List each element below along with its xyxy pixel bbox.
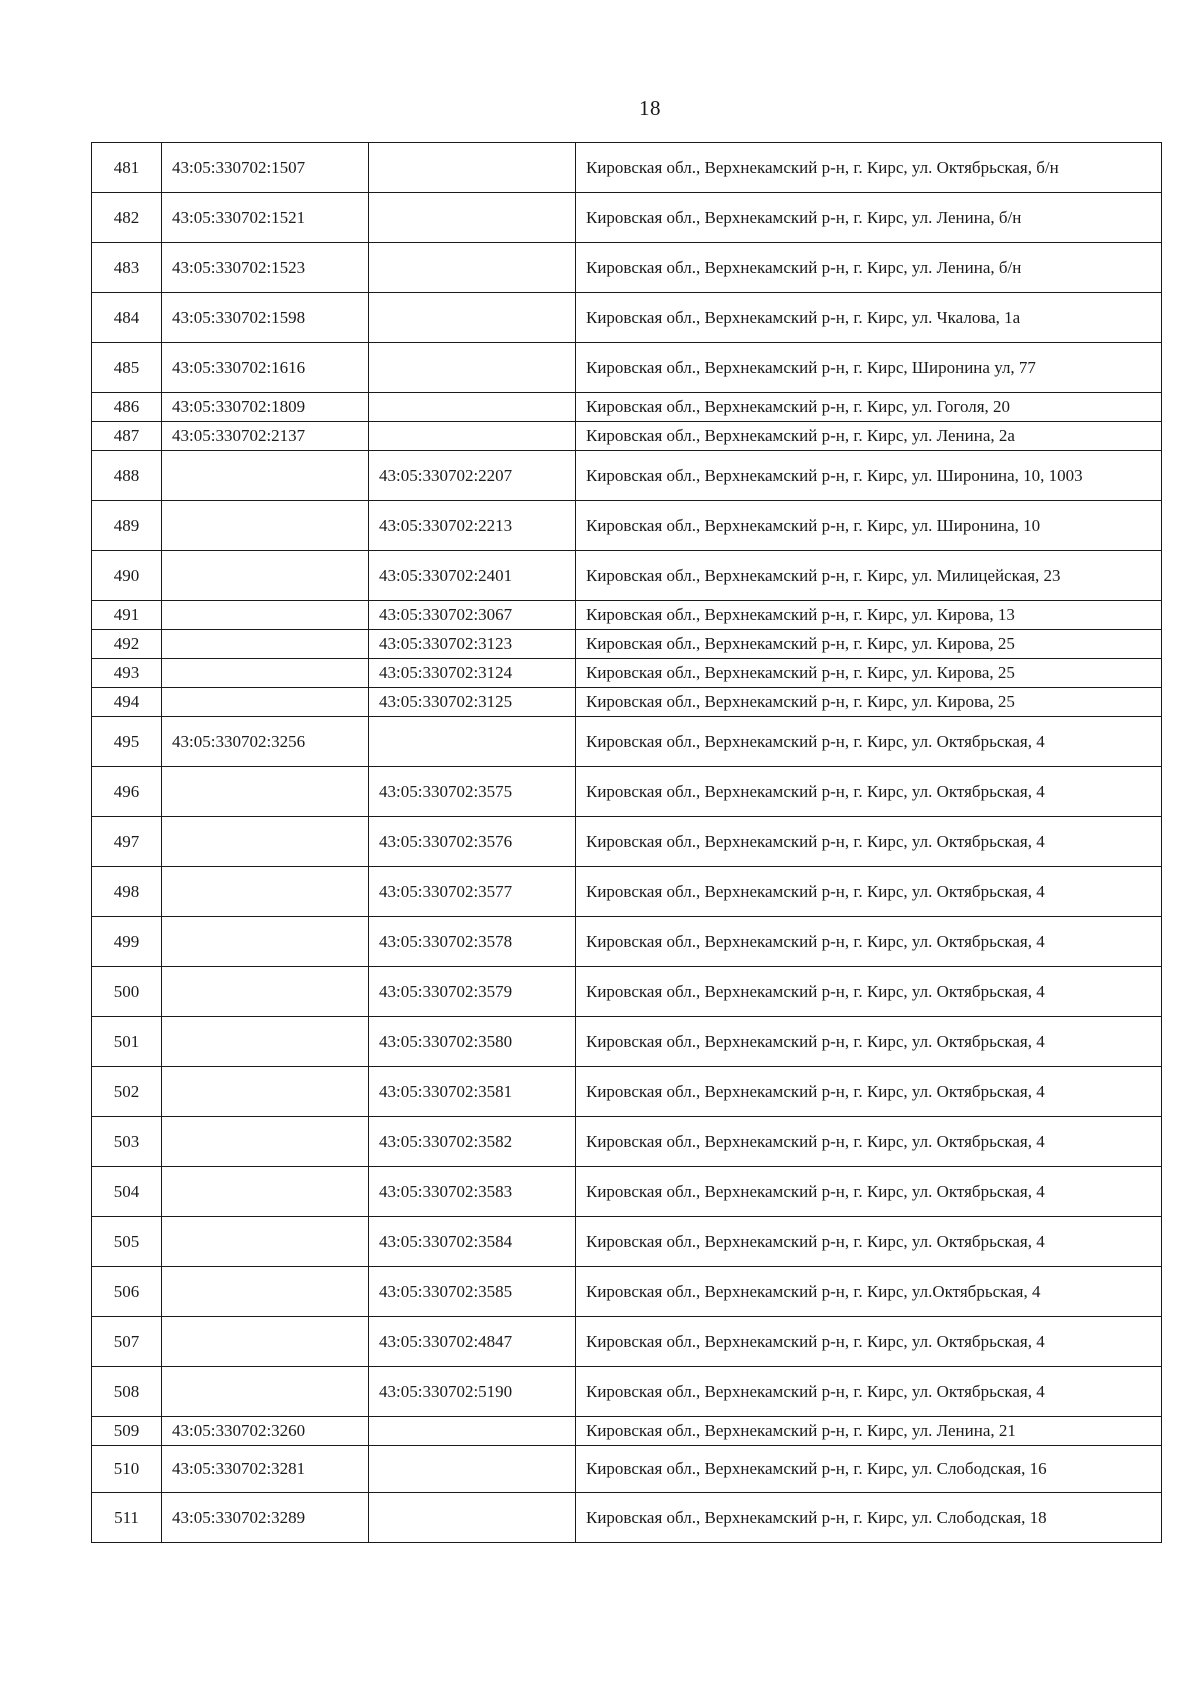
address-cell: Кировская обл., Верхнекамский р-н, г. Кирс, ул. Октябрьская, 4 <box>576 1167 1162 1217</box>
address-cell: Кировская обл., Верхнекамский р-н, г. Кирс, ул. Октябрьская, 4 <box>576 767 1162 817</box>
cadastral-number-cell <box>162 1017 369 1067</box>
object-cadastral-number-cell <box>369 343 576 393</box>
row-number-cell: 493 <box>92 659 162 688</box>
object-cadastral-number-cell <box>369 243 576 293</box>
row-number-cell: 488 <box>92 451 162 501</box>
object-cadastral-number-cell <box>369 422 576 451</box>
row-number-cell: 510 <box>92 1446 162 1493</box>
table-row <box>92 867 1162 917</box>
cadastral-number-cell <box>162 1167 369 1217</box>
cadastral-number-cell: 43:05:330702:1616 <box>162 343 369 393</box>
address-cell: Кировская обл., Верхнекамский р-н, г. Кирс, ул. Ленина, 21 <box>576 1417 1162 1446</box>
cadastral-number-cell: 43:05:330702:3256 <box>162 717 369 767</box>
table-row <box>92 551 1162 601</box>
address-cell: Кировская обл., Верхнекамский р-н, г. Кирс, ул. Октябрьская, 4 <box>576 867 1162 917</box>
cadastral-number-cell <box>162 688 369 717</box>
cadastral-number-cell <box>162 867 369 917</box>
object-cadastral-number-cell: 43:05:330702:3583 <box>369 1167 576 1217</box>
row-number-cell: 482 <box>92 193 162 243</box>
table-row <box>92 143 1162 193</box>
cadastral-number-cell: 43:05:330702:1809 <box>162 393 369 422</box>
table-row <box>92 343 1162 393</box>
register-table-body <box>92 143 1162 1543</box>
row-number-cell: 505 <box>92 1217 162 1267</box>
object-cadastral-number-cell <box>369 1446 576 1493</box>
cadastral-number-cell <box>162 1267 369 1317</box>
address-cell: Кировская обл., Верхнекамский р-н, г. Кирс, ул. Кирова, 25 <box>576 630 1162 659</box>
object-cadastral-number-cell: 43:05:330702:4847 <box>369 1317 576 1367</box>
cadastral-number-cell <box>162 917 369 967</box>
object-cadastral-number-cell: 43:05:330702:3584 <box>369 1217 576 1267</box>
object-cadastral-number-cell: 43:05:330702:3578 <box>369 917 576 967</box>
table-row <box>92 630 1162 659</box>
table-row <box>92 917 1162 967</box>
row-number-cell: 492 <box>92 630 162 659</box>
object-cadastral-number-cell <box>369 293 576 343</box>
cadastral-number-cell <box>162 1317 369 1367</box>
address-cell: Кировская обл., Верхнекамский р-н, г. Кирс, ул. Октябрьская, 4 <box>576 1367 1162 1417</box>
address-cell: Кировская обл., Верхнекамский р-н, г. Кирс, ул. Кирова, 13 <box>576 601 1162 630</box>
cadastral-number-cell <box>162 1367 369 1417</box>
table-row <box>92 1267 1162 1317</box>
table-row <box>92 967 1162 1017</box>
address-cell: Кировская обл., Верхнекамский р-н, г. Кирс, ул. Широнина, 10, 1003 <box>576 451 1162 501</box>
table-row <box>92 293 1162 343</box>
row-number-cell: 507 <box>92 1317 162 1367</box>
address-cell: Кировская обл., Верхнекамский р-н, г. Кирс, ул. Кирова, 25 <box>576 688 1162 717</box>
address-cell: Кировская обл., Верхнекамский р-н, г. Кирс, ул. Октябрьская, 4 <box>576 967 1162 1017</box>
cadastral-number-cell <box>162 659 369 688</box>
row-number-cell: 501 <box>92 1017 162 1067</box>
address-cell: Кировская обл., Верхнекамский р-н, г. Кирс, ул. Гоголя, 20 <box>576 393 1162 422</box>
object-cadastral-number-cell: 43:05:330702:3580 <box>369 1017 576 1067</box>
table-row <box>92 1217 1162 1267</box>
object-cadastral-number-cell <box>369 717 576 767</box>
row-number-cell: 494 <box>92 688 162 717</box>
row-number-cell: 506 <box>92 1267 162 1317</box>
address-cell: Кировская обл., Верхнекамский р-н, г. Кирс, ул. Октябрьская, 4 <box>576 1317 1162 1367</box>
row-number-cell: 481 <box>92 143 162 193</box>
cadastral-number-cell: 43:05:330702:3281 <box>162 1446 369 1493</box>
address-cell: Кировская обл., Верхнекамский р-н, г. Кирс, ул. Ленина, 2а <box>576 422 1162 451</box>
table-row <box>92 1417 1162 1446</box>
table-row <box>92 501 1162 551</box>
cadastral-number-cell <box>162 1217 369 1267</box>
row-number-cell: 491 <box>92 601 162 630</box>
address-cell: Кировская обл., Верхнекамский р-н, г. Кирс, ул. Милицейская, 23 <box>576 551 1162 601</box>
row-number-cell: 485 <box>92 343 162 393</box>
table-row <box>92 1446 1162 1493</box>
object-cadastral-number-cell: 43:05:330702:3582 <box>369 1117 576 1167</box>
row-number-cell: 487 <box>92 422 162 451</box>
address-cell: Кировская обл., Верхнекамский р-н, г. Кирс, ул. Октябрьская, 4 <box>576 717 1162 767</box>
cadastral-number-cell <box>162 1067 369 1117</box>
row-number-cell: 500 <box>92 967 162 1017</box>
cadastral-number-cell: 43:05:330702:1523 <box>162 243 369 293</box>
row-number-cell: 508 <box>92 1367 162 1417</box>
table-row <box>92 193 1162 243</box>
cadastral-register-table <box>91 142 1162 1543</box>
object-cadastral-number-cell: 43:05:330702:3581 <box>369 1067 576 1117</box>
table-row <box>92 1017 1162 1067</box>
address-cell: Кировская обл., Верхнекамский р-н, г. Кирс, ул. Октябрьская, 4 <box>576 1217 1162 1267</box>
cadastral-number-cell: 43:05:330702:1507 <box>162 143 369 193</box>
object-cadastral-number-cell: 43:05:330702:3125 <box>369 688 576 717</box>
row-number-cell: 511 <box>92 1493 162 1543</box>
table-row <box>92 1167 1162 1217</box>
cadastral-number-cell: 43:05:330702:2137 <box>162 422 369 451</box>
object-cadastral-number-cell: 43:05:330702:2401 <box>369 551 576 601</box>
cadastral-number-cell <box>162 967 369 1017</box>
row-number-cell: 483 <box>92 243 162 293</box>
cadastral-number-cell <box>162 601 369 630</box>
address-cell: Кировская обл., Верхнекамский р-н, г. Кирс, ул. Широнина, 10 <box>576 501 1162 551</box>
table-row <box>92 601 1162 630</box>
object-cadastral-number-cell: 43:05:330702:3123 <box>369 630 576 659</box>
row-number-cell: 502 <box>92 1067 162 1117</box>
row-number-cell: 504 <box>92 1167 162 1217</box>
cadastral-number-cell <box>162 501 369 551</box>
table-row <box>92 1117 1162 1167</box>
table-row <box>92 243 1162 293</box>
table-row <box>92 1493 1162 1543</box>
table-row <box>92 817 1162 867</box>
cadastral-number-cell: 43:05:330702:1598 <box>162 293 369 343</box>
address-cell: Кировская обл., Верхнекамский р-н, г. Кирс, ул. Слободская, 16 <box>576 1446 1162 1493</box>
object-cadastral-number-cell <box>369 1493 576 1543</box>
object-cadastral-number-cell <box>369 393 576 422</box>
page-number: 18 <box>639 96 661 120</box>
row-number-cell: 509 <box>92 1417 162 1446</box>
object-cadastral-number-cell: 43:05:330702:3576 <box>369 817 576 867</box>
row-number-cell: 498 <box>92 867 162 917</box>
table-row <box>92 422 1162 451</box>
address-cell: Кировская обл., Верхнекамский р-н, г. Кирс, ул. Октябрьская, 4 <box>576 917 1162 967</box>
object-cadastral-number-cell: 43:05:330702:3585 <box>369 1267 576 1317</box>
row-number-cell: 503 <box>92 1117 162 1167</box>
cadastral-number-cell <box>162 1117 369 1167</box>
address-cell: Кировская обл., Верхнекамский р-н, г. Кирс, ул. Октябрьская, 4 <box>576 817 1162 867</box>
table-row <box>92 393 1162 422</box>
table-row <box>92 1317 1162 1367</box>
address-cell: Кировская обл., Верхнекамский р-н, г. Кирс, ул. Ленина, б/н <box>576 193 1162 243</box>
cadastral-number-cell: 43:05:330702:1521 <box>162 193 369 243</box>
object-cadastral-number-cell <box>369 143 576 193</box>
table-row <box>92 688 1162 717</box>
row-number-cell: 489 <box>92 501 162 551</box>
row-number-cell: 495 <box>92 717 162 767</box>
object-cadastral-number-cell: 43:05:330702:3577 <box>369 867 576 917</box>
address-cell: Кировская обл., Верхнекамский р-н, г. Кирс, ул.Октябрьская, 4 <box>576 1267 1162 1317</box>
address-cell: Кировская обл., Верхнекамский р-н, г. Кирс, ул. Октябрьская, б/н <box>576 143 1162 193</box>
object-cadastral-number-cell <box>369 193 576 243</box>
address-cell: Кировская обл., Верхнекамский р-н, г. Кирс, ул. Октябрьская, 4 <box>576 1117 1162 1167</box>
table-row <box>92 1367 1162 1417</box>
cadastral-number-cell <box>162 630 369 659</box>
address-cell: Кировская обл., Верхнекамский р-н, г. Кирс, ул. Чкалова, 1а <box>576 293 1162 343</box>
table-row <box>92 717 1162 767</box>
row-number-cell: 490 <box>92 551 162 601</box>
object-cadastral-number-cell: 43:05:330702:3067 <box>369 601 576 630</box>
address-cell: Кировская обл., Верхнекамский р-н, г. Кирс, ул. Кирова, 25 <box>576 659 1162 688</box>
object-cadastral-number-cell: 43:05:330702:5190 <box>369 1367 576 1417</box>
object-cadastral-number-cell: 43:05:330702:3124 <box>369 659 576 688</box>
object-cadastral-number-cell: 43:05:330702:3575 <box>369 767 576 817</box>
cadastral-number-cell <box>162 767 369 817</box>
object-cadastral-number-cell: 43:05:330702:2207 <box>369 451 576 501</box>
object-cadastral-number-cell <box>369 1417 576 1446</box>
row-number-cell: 486 <box>92 393 162 422</box>
address-cell: Кировская обл., Верхнекамский р-н, г. Кирс, ул. Ленина, б/н <box>576 243 1162 293</box>
address-cell: Кировская обл., Верхнекамский р-н, г. Кирс, ул. Октябрьская, 4 <box>576 1017 1162 1067</box>
object-cadastral-number-cell: 43:05:330702:3579 <box>369 967 576 1017</box>
table-row <box>92 1067 1162 1117</box>
row-number-cell: 499 <box>92 917 162 967</box>
row-number-cell: 484 <box>92 293 162 343</box>
table-row <box>92 659 1162 688</box>
object-cadastral-number-cell: 43:05:330702:2213 <box>369 501 576 551</box>
cadastral-number-cell <box>162 817 369 867</box>
row-number-cell: 496 <box>92 767 162 817</box>
cadastral-number-cell: 43:05:330702:3260 <box>162 1417 369 1446</box>
address-cell: Кировская обл., Верхнекамский р-н, г. Кирс, Широнина ул, 77 <box>576 343 1162 393</box>
cadastral-number-cell <box>162 451 369 501</box>
row-number-cell: 497 <box>92 817 162 867</box>
cadastral-number-cell: 43:05:330702:3289 <box>162 1493 369 1543</box>
address-cell: Кировская обл., Верхнекамский р-н, г. Кирс, ул. Октябрьская, 4 <box>576 1067 1162 1117</box>
address-cell: Кировская обл., Верхнекамский р-н, г. Кирс, ул. Слободская, 18 <box>576 1493 1162 1543</box>
table-row <box>92 451 1162 501</box>
cadastral-number-cell <box>162 551 369 601</box>
table-row <box>92 767 1162 817</box>
